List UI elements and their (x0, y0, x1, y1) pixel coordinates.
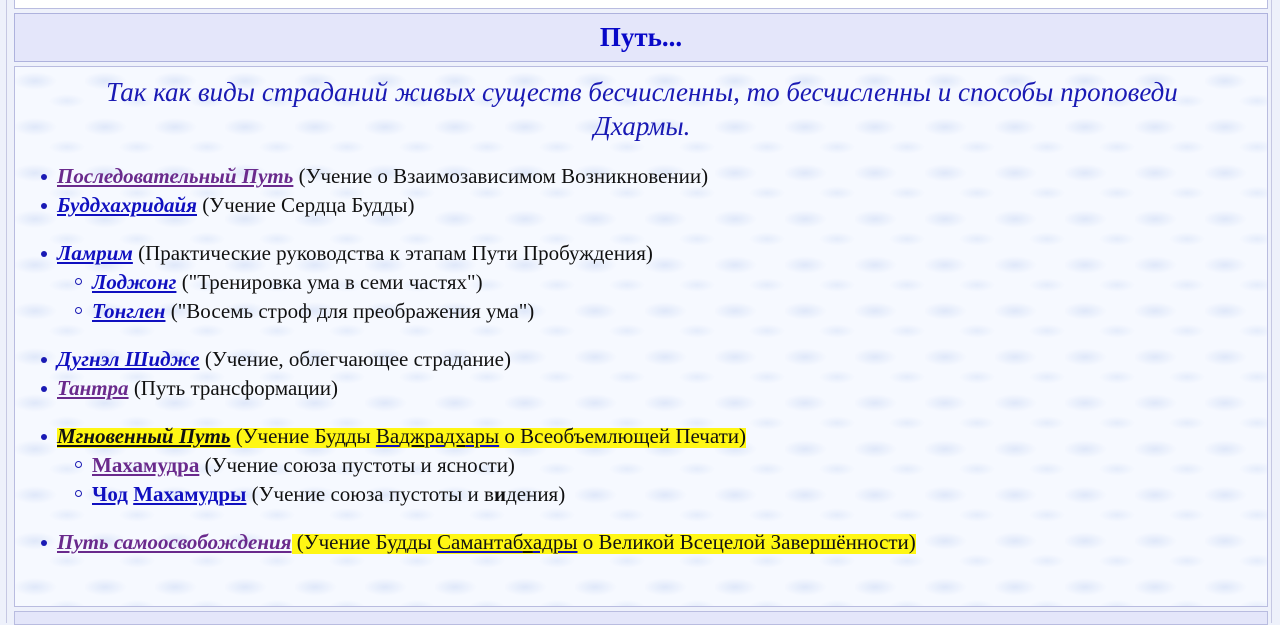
instant-path-desc-after: о Всеобъемлющей Печати) (499, 424, 747, 448)
samantabhadra-link[interactable] (437, 530, 578, 554)
vajradhara-link[interactable] (376, 424, 499, 448)
header-bar (14, 13, 1268, 62)
vajradhara-part-1: Ва (375, 424, 400, 448)
self-liberation-desc-before: (Учение Будды (291, 530, 437, 554)
intro-text: Так как виды страданий живых существ бесчисленны, то бесчисленны и способы проповеди Дхармы. (106, 77, 1178, 141)
samantabhadra-part-2: х (522, 530, 533, 554)
self-liberation-link[interactable]: Путь самоосвобождения (57, 530, 292, 554)
content-panel (14, 66, 1268, 607)
mahamudra-desc: (Учение союза пустоты и ясности) (199, 453, 515, 477)
instant-path-sublist (57, 451, 916, 509)
chod-link[interactable]: Чод (92, 482, 128, 506)
mahamudra-chod-link[interactable]: Махамудры (133, 482, 247, 506)
lamrim-sublist (57, 268, 916, 326)
instant-path-desc-before: (Учение Будды (230, 424, 376, 448)
self-liberation-desc-after: о Великой Всецелой Завершённости) (577, 530, 916, 554)
list-item-self-liberation (57, 528, 916, 557)
lojong-desc: ("Тренировка ума в семи частях") (176, 270, 483, 294)
samantabhadra-part-1: Самантаб (436, 530, 523, 554)
instant-path-highlight (57, 424, 746, 448)
lojong-link[interactable]: Лоджонг (92, 270, 177, 294)
dugnel-shidje-desc: (Учение, облегчающее страдание) (199, 347, 511, 371)
dugnel-shidje-link[interactable]: Дугнэл Шидже (57, 347, 200, 371)
list-item-tonglen (92, 297, 916, 326)
vajradhara-part-2: дж (399, 424, 425, 448)
vajradhara-part-5: ары (465, 424, 500, 448)
list-item-sequential-path (57, 162, 916, 191)
page-title: Путь... (599, 22, 683, 52)
list-item-buddhahridaya (57, 191, 916, 220)
sequential-path-desc: (Учение о Взаимозависимом Возникновении) (293, 164, 709, 188)
lamrim-desc: (Практические руководства к этапам Пути Пробуждения) (132, 241, 653, 265)
vajradhara-part-3: ра (424, 424, 445, 448)
list-item-instant-path (57, 422, 916, 509)
self-liberation-highlight (292, 530, 916, 554)
list-item-dugnel-shidje (57, 345, 916, 374)
buddhahridaya-link[interactable]: Буддхахридайя (57, 193, 197, 217)
chod-desc-after: дения) (506, 482, 566, 506)
tantra-link[interactable]: Тантра (57, 376, 129, 400)
list-item-mahamudra (92, 451, 916, 480)
tonglen-link[interactable]: Тонглен (92, 299, 166, 323)
instant-path-link[interactable]: Мгновенный Путь (57, 424, 231, 448)
list-item-lojong (92, 268, 916, 297)
list-item-chod-mahamudra (92, 480, 916, 509)
mahamudra-link[interactable]: Махамудра (92, 453, 200, 477)
path-list (15, 162, 916, 557)
list-item-lamrim (57, 239, 916, 326)
tonglen-desc: ("Восемь строф для преображения ума") (165, 299, 535, 323)
samantabhadra-part-3: адры (532, 530, 578, 554)
list-item-tantra (57, 374, 916, 403)
tantra-desc: (Путь трансформации) (128, 376, 339, 400)
chod-desc-before: (Учение союза пустоты и в (246, 482, 494, 506)
lamrim-link[interactable]: Ламрим (57, 241, 133, 265)
sequential-path-link[interactable]: Последовательный Путь (57, 164, 294, 188)
top-strip (14, 0, 1268, 9)
buddhahridaya-desc: (Учение Сердца Будды) (197, 193, 415, 217)
chod-desc-bold: и (493, 482, 507, 506)
vajradhara-part-4: дх (444, 424, 466, 448)
